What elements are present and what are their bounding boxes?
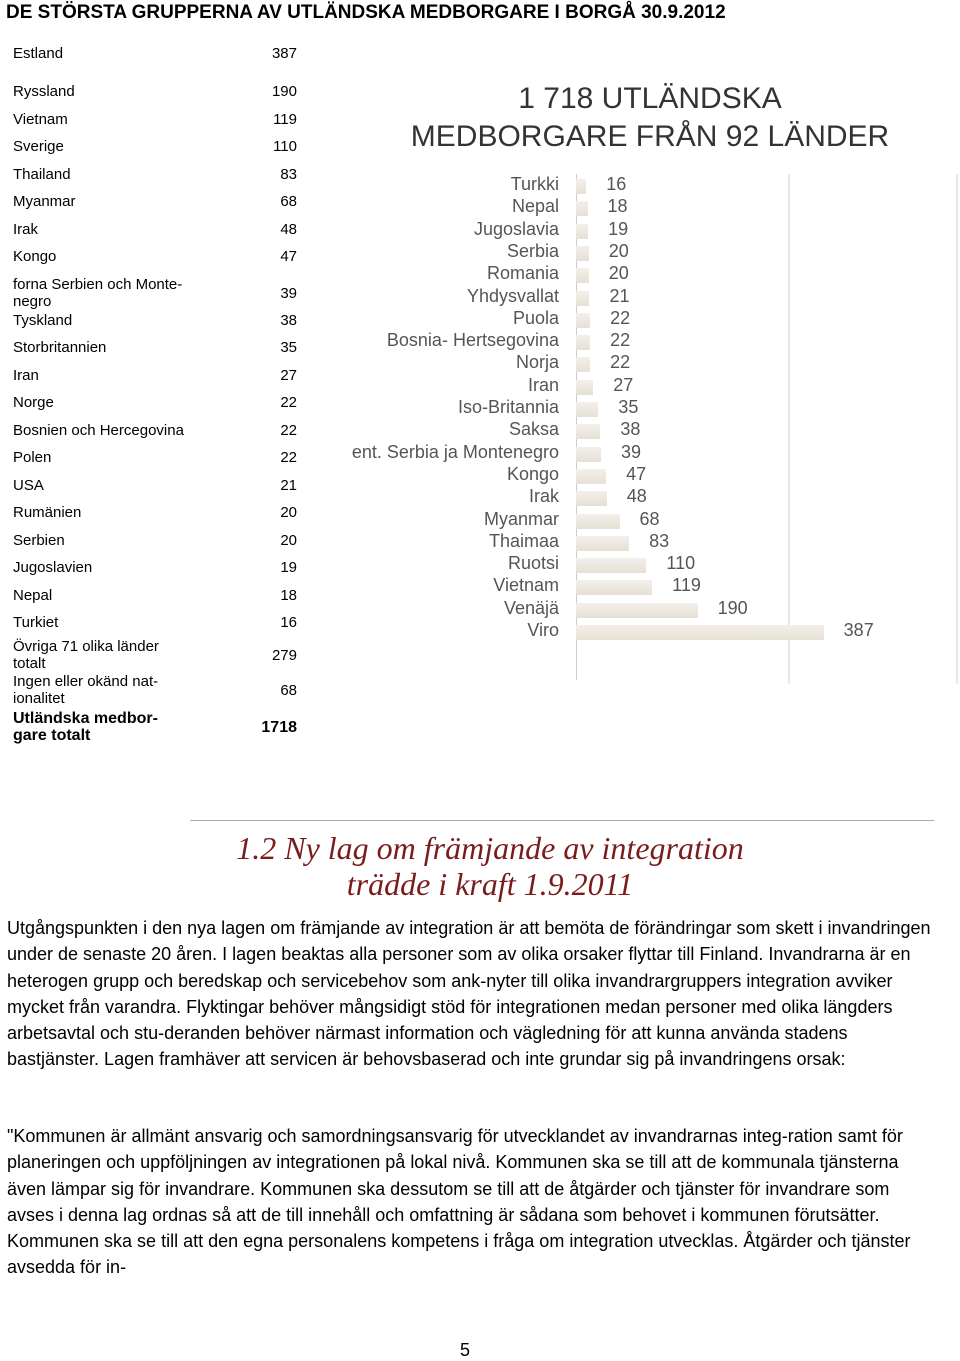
country-name: Irak (13, 221, 39, 238)
country-name: USA (13, 477, 44, 494)
value-label: 22 (610, 352, 631, 373)
page-title: DE STÖRSTA GRUPPERNA AV UTLÄNDSKA MEDBORGARE I BORGÅ 30.9.2012 (6, 2, 726, 23)
country-value: 48 (280, 221, 297, 238)
country-name: Sverige (13, 138, 64, 155)
country-name: Vietnam (13, 111, 68, 128)
value-label: 48 (626, 486, 647, 507)
bar (576, 469, 606, 484)
category-label: Serbia (506, 240, 559, 261)
value-label: 27 (613, 374, 634, 395)
bar (576, 447, 601, 462)
value-label: 22 (610, 330, 631, 351)
country-name: Bosnien och Hercegovina (13, 422, 184, 439)
paragraph-1: Utgångspunkten i den nya lagen om främjande av integration är att bemöta de förändringar som skett i invandringen under de senaste 20 åren. I lagen beaktas alla personer som av olika orsaker flyttar till Finland. Invandrarna är en heterogen grupp och beredskap och servicebehov som ank-nyter till olika invandrargruppers integration avviker mycket från varandra. Flyktingar behöver mångsidigt stöd för integrationen medan personer med olika längders arbetsavtal och stu-deranden behöver närmast information och vägledning för att kunna använda stadens bastjänster. Lagen framhäver att servicen är behovsbaserad och inte grundar sig på invandringens orsak: (7, 918, 931, 1070)
country-value: 38 (280, 312, 297, 329)
category-label: Yhdysvallat (466, 285, 559, 306)
country-value: 22 (280, 449, 297, 466)
category-label: Romania (486, 263, 559, 284)
value-label: 18 (607, 196, 628, 217)
country-name: Rumänien (13, 504, 82, 521)
category-label: Irak (528, 486, 559, 507)
country-name: Serbien (13, 532, 65, 549)
country-value: 47 (280, 248, 297, 265)
bar (576, 268, 589, 283)
country-name: Kongo (13, 248, 57, 265)
country-name: Thailand (13, 166, 71, 183)
gridline (788, 174, 790, 684)
category-label: Bosnia- Hertsegovina (386, 330, 559, 351)
category-label: ent. Serbia ja Montenegro (351, 441, 559, 462)
bar (576, 335, 590, 350)
bar (576, 291, 589, 306)
country-name: Nepal (13, 587, 53, 604)
country-name: Storbritannien (13, 339, 107, 356)
country-value: 279 (271, 647, 297, 664)
bar (576, 603, 698, 618)
country-value: 18 (280, 587, 297, 604)
bar (576, 246, 589, 261)
country-name: Myanmar (13, 193, 76, 210)
category-label: Iran (527, 374, 559, 395)
value-label: 110 (666, 553, 696, 574)
country-value: 16 (280, 614, 297, 631)
category-label: Venäjä (503, 597, 559, 618)
bar (576, 625, 824, 640)
value-label: 20 (608, 263, 629, 284)
value-label: 190 (717, 597, 748, 618)
bar (576, 514, 620, 529)
country-name: forna Serbien och Monte- negro (13, 276, 183, 310)
country-value: 190 (271, 83, 297, 100)
country-name: Övriga 71 olika länder totalt (13, 638, 159, 672)
country-value: 68 (280, 682, 297, 699)
page-number: 5 (460, 1340, 471, 1360)
category-label: Turkki (510, 174, 559, 194)
value-label: 19 (608, 218, 629, 239)
value-label: 21 (609, 285, 630, 306)
paragraph-2: "Kommunen är allmänt ansvarig och samordningsansvarig för utvecklandet av invandrarnas integ-ration samt för planeringen och uppföljningen av integrationen på lokal nivå. Kommunen ska se till att de kommunala tjänsterna även lämpar sig för invandrare. Kommunen ska dessutom se till att de åtgärder och tjänster för invandrare som avses i denna lag ordnas så att de till innehåll och omfattning är sådana som behovet i kommunen förutsätter. Kommunen ska se till att den egna personalens kompetens i fråga om integration utvecklas. Åtgärder och tjänster avsedda för in- (7, 1126, 911, 1278)
bar (576, 179, 586, 194)
bar (576, 402, 598, 417)
value-label: 39 (620, 441, 641, 462)
category-label: Norja (515, 352, 559, 373)
category-label: Jugoslavia (473, 218, 559, 239)
country-value: 110 (273, 138, 297, 155)
category-label: Viro (527, 620, 559, 640)
category-label: Nepal (511, 196, 559, 217)
country-name: Tyskland (13, 312, 73, 329)
value-label: 38 (620, 419, 641, 440)
category-label: Thaimaa (488, 530, 559, 551)
country-value: 19 (280, 559, 297, 576)
country-name: Turkiet (13, 614, 59, 631)
country-value: 20 (280, 532, 297, 549)
section-divider (190, 820, 934, 821)
category-label: Myanmar (483, 508, 559, 529)
bar (576, 357, 590, 372)
country-name: Ryssland (13, 83, 75, 100)
section-heading: 1.2 Ny lag om främjande av integration trädde i kraft 1.9.2011 (236, 830, 744, 902)
country-name: Polen (13, 449, 52, 466)
country-value: 20 (280, 504, 297, 521)
country-name: Estland (13, 45, 64, 62)
bar (576, 224, 588, 239)
country-value: 119 (273, 111, 297, 128)
value-label: 83 (649, 530, 670, 551)
country-value: 39 (280, 285, 297, 302)
country-name: Iran (13, 367, 39, 384)
country-value: 68 (280, 193, 297, 210)
value-label: 387 (843, 620, 874, 640)
bar (576, 201, 588, 216)
country-value: 21 (280, 477, 297, 494)
country-name: Norge (13, 394, 54, 411)
value-label: 68 (639, 508, 660, 529)
category-label: Puola (512, 307, 559, 328)
country-name: Jugoslavien (13, 559, 93, 576)
gridline (956, 174, 958, 684)
bar (576, 558, 646, 573)
country-name: Ingen eller okänd nat- ionalitet (13, 673, 159, 707)
bar (576, 536, 629, 551)
bar (576, 491, 607, 506)
country-value: 27 (280, 367, 297, 384)
bar (576, 313, 590, 328)
value-label: 35 (618, 397, 639, 417)
country-value: 83 (280, 166, 297, 183)
category-label: Kongo (506, 463, 559, 484)
value-label: 22 (610, 307, 631, 328)
country-value: 22 (280, 394, 297, 411)
chart-title-text: 1 718 UTLÄNDSKA MEDBORGARE FRÅN 92 LÄNDER (410, 82, 890, 153)
country-value: 387 (271, 45, 297, 62)
category-label: Iso-Britannia (457, 397, 559, 417)
bar (576, 380, 593, 395)
value-label: 20 (608, 240, 629, 261)
category-label: Saksa (508, 419, 559, 440)
country-value: 35 (280, 339, 297, 356)
value-label: 47 (626, 463, 647, 484)
category-label: Vietnam (493, 575, 559, 596)
value-label: 119 (672, 575, 701, 596)
value-label: 16 (606, 174, 627, 194)
bar (576, 580, 652, 595)
country-name: Utländska medbor- gare totalt (13, 710, 158, 744)
country-value: 22 (280, 422, 297, 439)
country-value: 1718 (261, 719, 297, 736)
bar (576, 424, 600, 439)
category-label: Ruotsi (507, 553, 559, 574)
